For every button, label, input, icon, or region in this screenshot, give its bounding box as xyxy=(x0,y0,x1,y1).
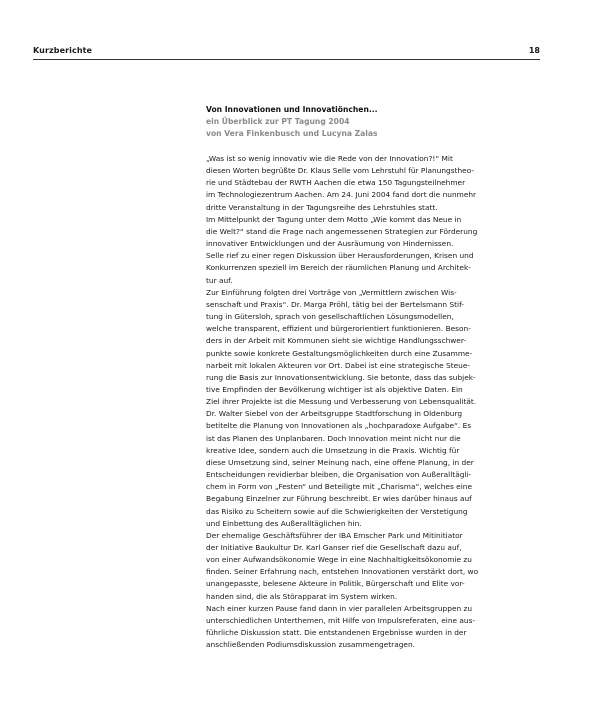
text-line: Ziel ihrer Projekte ist die Messung und Verbesserung von Lebensqualität. xyxy=(206,397,477,407)
text-line: „Was ist so wenig innovativ wie die Rede von der Innovation?!“ Mit xyxy=(206,154,453,163)
text-line: betitelte die Planung von Innovationen als „hochparadoxe Aufgabe“. Es xyxy=(206,421,472,431)
text-line: anschließenden Podiumsdiskussion zusammengetragen. xyxy=(206,640,416,650)
text-line: tive Empfinden der Bevölkerung wichtiger ist als objektive Daten. Ein xyxy=(206,384,463,394)
article-title: Von Innovationen und Innovatiönchen... xyxy=(206,105,378,114)
text-line: senschaft und Praxis“. Dr. Marga Pröhl, tätig bei der Bertelsmann Stif- xyxy=(206,299,464,309)
text-line: dritte Veranstaltung in der Tagungsreihe des Lehrstuhles statt. xyxy=(206,202,438,212)
text-line: das Risiko zu Scheitern sowie auf die Schwierigkeiten der Verstetigung xyxy=(206,506,468,516)
text-line: finden. Seiner Erfahrung nach, entstehen Innovationen verstärkt dort, wo xyxy=(206,567,479,577)
text-line: Konkurrenzen speziell im Bereich der räumlichen Planung und Architek- xyxy=(206,263,471,273)
text-line: tur auf. xyxy=(206,275,233,285)
header-rule xyxy=(33,59,540,60)
text-line: unangepasste, belesene Akteure in Politik, Bürgerschaft und Elite vor- xyxy=(206,579,465,589)
text-line: kreative Idee, sondern auch die Umsetzung in die Praxis. Wichtig für xyxy=(206,445,460,455)
text-line: handen sind, die als Störapparat im System wirken. xyxy=(206,591,398,601)
running-header xyxy=(33,46,540,58)
text-line: ist das Planen des Unplanbaren. Doch Innovation meint nicht nur die xyxy=(206,433,461,443)
text-line: welche transparent, effizient und bürgerorientiert funktionieren. Beson- xyxy=(206,324,471,334)
text-line: von einer Aufwandsökonomie Wege in eine Nachhaltigkeitsökonomie zu xyxy=(206,555,472,565)
text-line: diese Umsetzung sind, seiner Meinung nach, eine offene Planung, in der xyxy=(206,457,474,467)
text-line: und Einbettung des Außeralltäglichen hin. xyxy=(206,518,362,528)
text-line: Selle rief zu einer regen Diskussion über Herausforderungen, Krisen und xyxy=(206,251,474,261)
text-line: Dr. Walter Siebel von der Arbeitsgruppe Stadtforschung in Oldenburg xyxy=(206,409,463,419)
text-line: unterschiedlichen Unterthemen, mit Hilfe von Impulsreferaten, eine aus- xyxy=(206,615,476,625)
text-line: diesen Worten begrüßte Dr. Klaus Selle vom Lehrstuhl für Planungstheo- xyxy=(206,166,475,176)
page-number: 18 xyxy=(528,46,540,55)
text-line: Der ehemalige Geschäftsführer der IBA Emscher Park und Mitinitiator xyxy=(206,530,463,540)
text-line: Entscheidungen revidierbar bleiben, die Organisation von Außeralltägli- xyxy=(206,470,472,480)
section-label: Kurzberichte xyxy=(33,46,93,55)
text-line: führliche Diskussion statt. Die entstandenen Ergebnisse wurden in der xyxy=(206,628,467,638)
text-line: chem in Form von „Festen“ und Beteiligte mit „Charisma“, welches eine xyxy=(206,482,472,492)
article-authors: von Vera Finkenbusch und Lucyna Zalas xyxy=(206,129,378,138)
article-body xyxy=(206,153,538,651)
text-line: im Technologiezentrum Aachen. Am 24. Juni 2004 fand dort die nunmehr xyxy=(206,190,477,200)
text-line: Begabung Einzelner zur Führung beschreibt. Er wies darüber hinaus auf xyxy=(206,494,472,504)
article-heading xyxy=(206,104,546,140)
text-line: Nach einer kurzen Pause fand dann in vier parallelen Arbeitsgruppen zu xyxy=(206,603,473,613)
text-line: rie und Städtebau der RWTH Aachen die etwa 150 Tagungsteilnehmer xyxy=(206,178,466,188)
article-subtitle: ein Überblick zur PT Tagung 2004 xyxy=(206,117,350,126)
text-line: tung in Gütersloh, sprach von gesellschaftlichen Lösungsmodellen, xyxy=(206,312,454,322)
text-line: narbeit mit lokalen Akteuren vor Ort. Dabei ist eine strategische Steue- xyxy=(206,360,471,370)
text-line: rung die Basis zur Innovationsentwicklung. Sie betonte, dass das subjek- xyxy=(206,372,476,382)
text-line: innovativer Entwicklungen und der Ausräumung von Hindernissen. xyxy=(206,239,454,249)
text-line: Zur Einführung folgten drei Vorträge von „Vermittlern zwischen Wis- xyxy=(206,287,457,297)
text-line: der Initiative Baukultur Dr. Karl Ganser rief die Gesellschaft dazu auf, xyxy=(206,543,462,552)
text-line: ders in der Arbeit mit Kommunen sieht sie wichtige Handlungsschwer- xyxy=(206,336,467,346)
text-line: Im Mittelpunkt der Tagung unter dem Motto „Wie kommt das Neue in xyxy=(206,214,462,224)
text-line: punkte sowie konkrete Gestaltungsmöglichkeiten durch eine Zusamme- xyxy=(206,348,473,358)
text-line: die Welt?“ stand die Frage nach angemessenen Strategien zur Förderung xyxy=(206,226,478,236)
